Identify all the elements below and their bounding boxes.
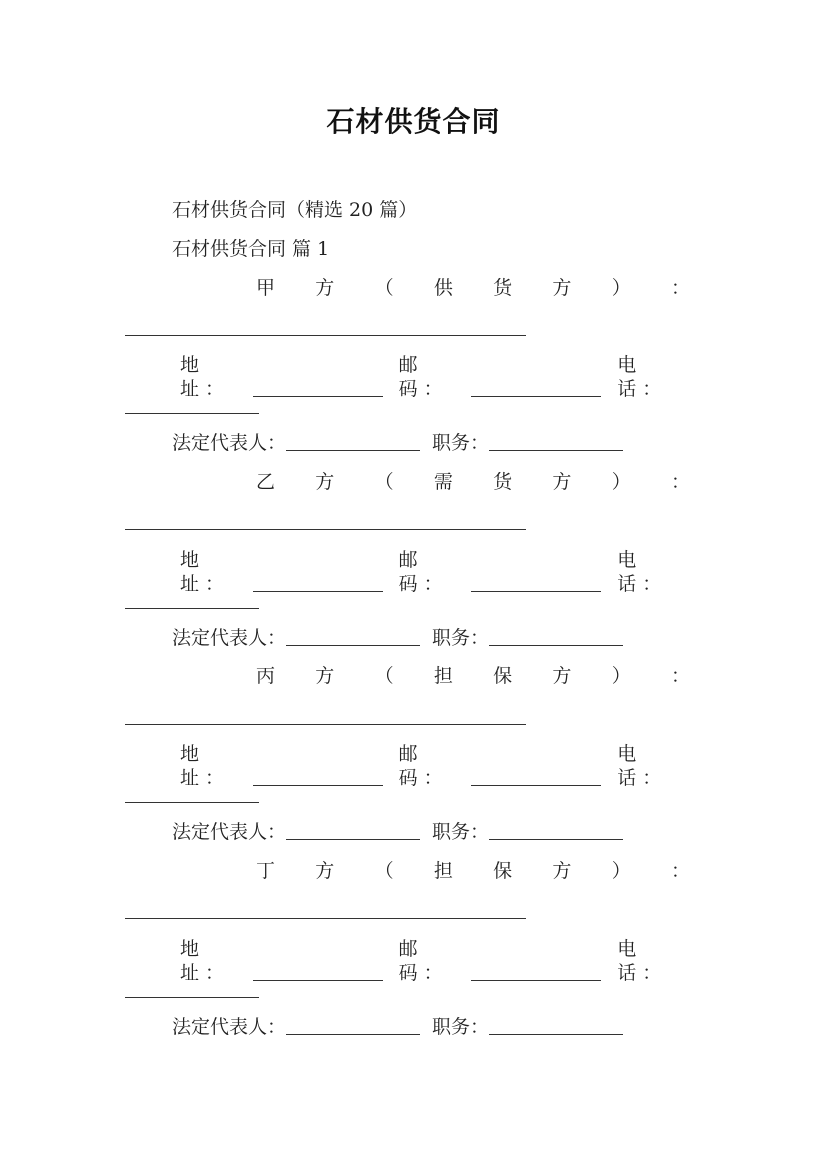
party-b-name-blank xyxy=(125,529,526,530)
party-a-name-blank xyxy=(125,335,526,336)
party-b-phone-blank xyxy=(125,608,259,609)
party-b-label: 乙 方 （ 需 货 方 ） ： xyxy=(256,471,690,493)
document-title: 石材供货合同 xyxy=(326,105,501,138)
party-c-phone-blank xyxy=(125,802,259,803)
party-d-rep-row: 法定代表人： 职务： xyxy=(172,1015,635,1039)
section-heading: 石材供货合同 篇 1 xyxy=(172,238,330,260)
party-a-contact-row: 地址： 邮码： 电话： xyxy=(180,354,668,400)
party-a-rep-row: 法定代表人： 职务： xyxy=(172,431,635,455)
party-b-contact-row: 地址： 邮码： 电话： xyxy=(180,549,668,595)
party-c-rep-row: 法定代表人： 职务： xyxy=(172,820,635,844)
party-c-label: 丙 方 （ 担 保 方 ） ： xyxy=(256,665,690,687)
document-subtitle: 石材供货合同（精选 20 篇） xyxy=(172,199,418,221)
party-a-label: 甲 方 （ 供 货 方 ） ： xyxy=(256,277,690,299)
party-c-contact-row: 地址： 邮码： 电话： xyxy=(180,743,668,789)
party-d-contact-row: 地址： 邮码： 电话： xyxy=(180,938,668,984)
party-d-name-blank xyxy=(125,918,526,919)
party-d-label: 丁 方 （ 担 保 方 ） ： xyxy=(256,860,690,882)
party-a-phone-blank xyxy=(125,413,259,414)
party-d-phone-blank xyxy=(125,997,259,998)
party-c-name-blank xyxy=(125,724,526,725)
party-b-rep-row: 法定代表人： 职务： xyxy=(172,626,635,650)
